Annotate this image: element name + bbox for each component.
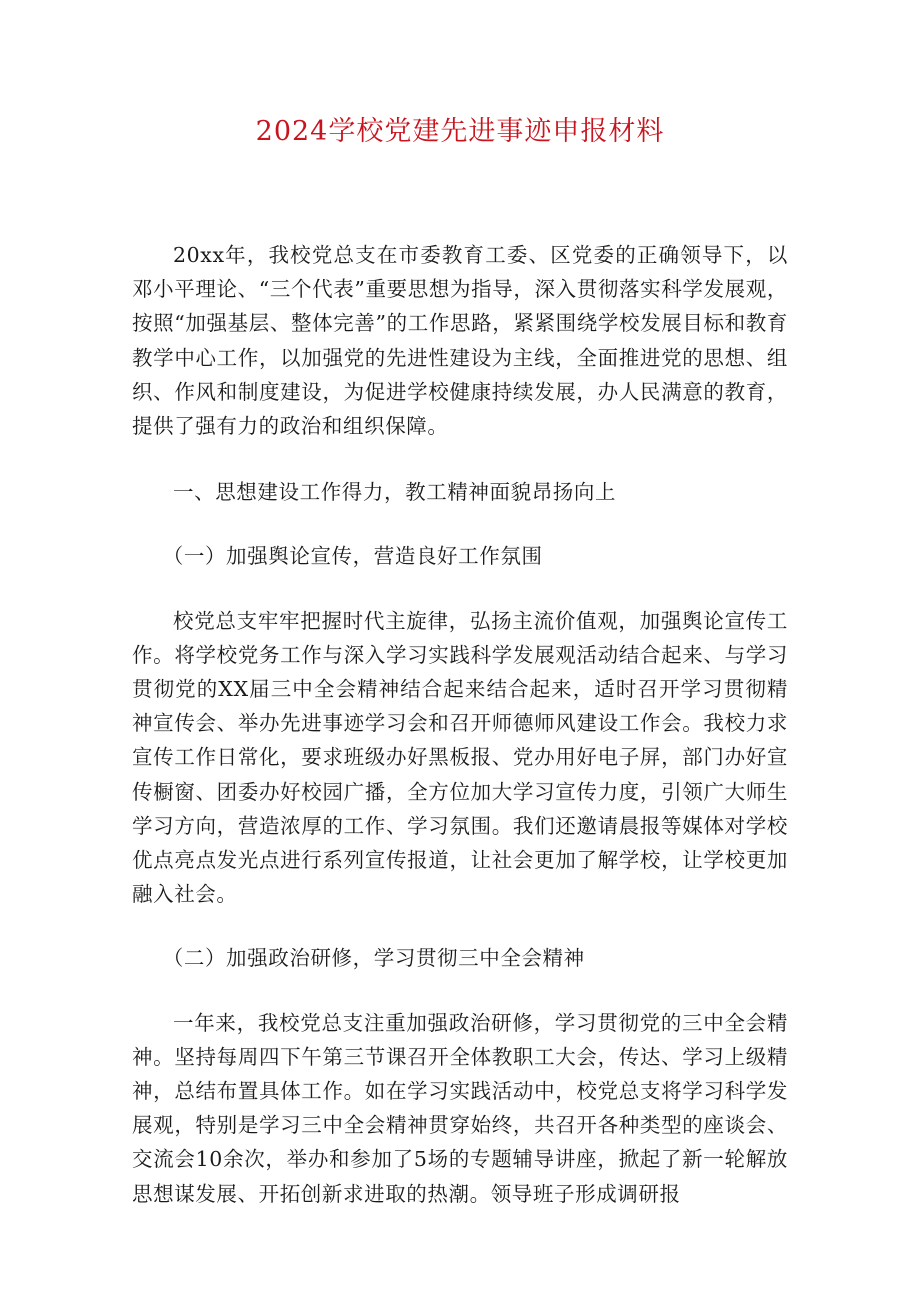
paragraph-gap [132,911,788,941]
subsection-2-paragraph: 一年来，我校党总支注重加强政治研修，学习贯彻党的三中全会精神。坚持每周四下午第三节课召开全体教职工大会，传达、学习上级精神，总结布置具体工作。如在学习实践活动中，校党总支将学习科学发展观，特别是学习三中全会精神贯穿始终，共召开各种类型的座谈会、交流会10余次，举办和参加了5场的专题辅导讲座，掀起了新一轮解放思想谋发展、开拓创新求进取的热潮。领导班子形成调研报 [132,1010,788,1206]
document-title: 2024学校党建先进事迹申报材料 [255,116,665,147]
intro-paragraph: 20xx年，我校党总支在市委教育工委、区党委的正确领导下，以邓小平理论、“三个代表”重要思想为指导，深入贯彻落实科学发展观，按照“加强基层、整体完善”的工作思路，紧紧围绕学校发展目标和教育教学中心工作，以加强党的先进性建设为主线，全面推进党的思想、组织、作风和制度建设，为促进学校健康持续发展，办人民满意的教育，提供了强有力的政治和组织保障。 [132,243,788,439]
subsection-1-paragraph: 校党总支牢牢把握时代主旋律，弘扬主流价值观，加强舆论宣传工作。将学校党务工作与深入学习实践科学发展观活动结合起来、与学习贯彻党的XX届三中全会精神结合起来结合起来，适时召开学习贯彻精神宣传会、举办先进事迹学习会和召开师德师风建设工作会。我校力求宣传工作日常化，要求班级办好黑板报、党办用好电子屏，部门办好宣传橱窗、团委办好校园广播，全方位加大学习宣传力度，引领广大师生学习方向，营造浓厚的工作、学习氛围。我们还邀请晨报等媒体对学校优点亮点发光点进行系列宣传报道，让社会更加了解学校，让学校更加融入社会。 [132,608,788,907]
paragraph-gap [132,509,788,539]
paragraph-gap [132,443,788,475]
subsection-1-heading: （一）加强舆论宣传，营造良好工作氛围 [162,544,543,569]
paragraph-gap [132,574,788,604]
paragraph-gap [132,976,788,1006]
section-1-heading: 一、思想建设工作得力，教工精神面貌昂扬向上 [173,480,617,505]
document-body [132,238,788,1211]
subsection-2-heading: （二）加强政治研修，学习贯彻三中全会精神 [162,946,585,971]
